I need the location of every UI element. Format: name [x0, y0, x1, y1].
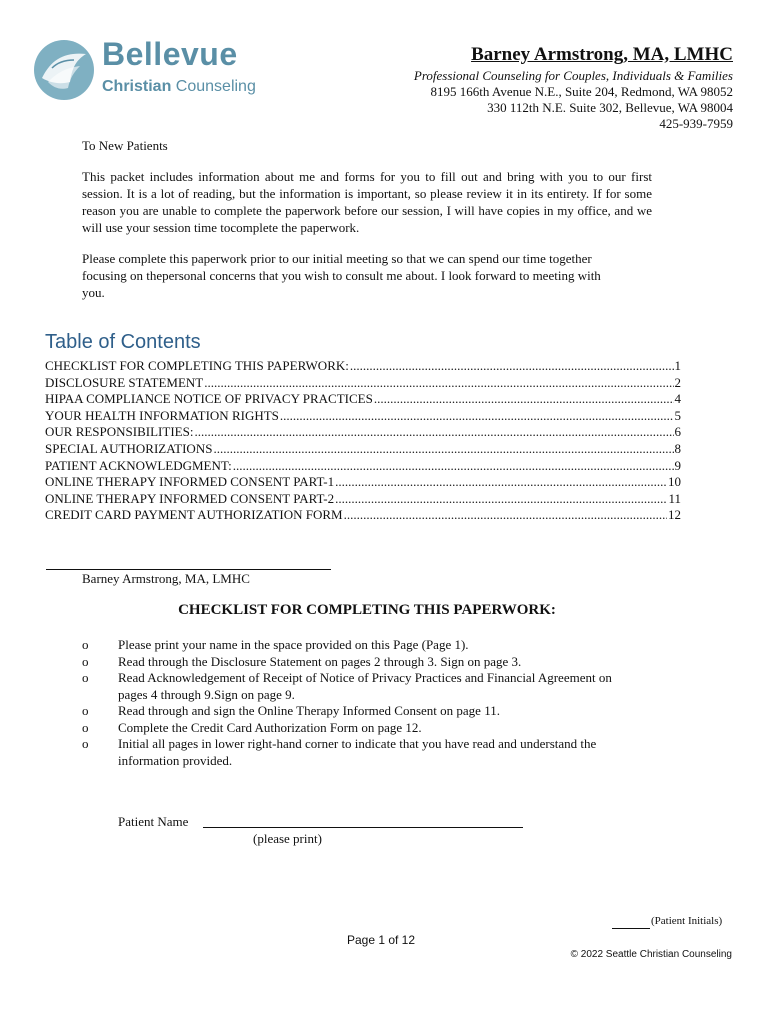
logo-word-christian: Christian [102, 78, 172, 95]
logo-word-bellevue: Bellevue [102, 36, 238, 72]
patient-name-field[interactable] [203, 827, 523, 828]
copyright: © 2022 Seattle Christian Counseling [570, 949, 732, 960]
greeting: To New Patients [82, 138, 168, 153]
toc-entry-acknowledgment[interactable] [45, 458, 681, 475]
phone-number: 425-939-7959 [659, 116, 733, 131]
toc-dot-leader [374, 391, 674, 408]
toc-entry-page: 9 [674, 457, 681, 473]
intro-paragraph: This packet includes information about me and forms for you to fill out and bring with you to our first session. It is a lot of reading, but the information is important, so please review it in its entirety. If for some reason you are unable to complete the paperwork before our session, I will have copies in my office, and we will use your session time tocomplete the paperwork. [82, 169, 652, 235]
address-bellevue: 330 112th N.E. Suite 302, Bellevue, WA 98004 [487, 100, 733, 115]
toc-entry-online-consent-2[interactable] [45, 491, 681, 508]
second-paragraph: Please complete this paperwork prior to our initial meeting so that we can spend our time together focusing on thepersonal concerns that you wish to consult me about. I look forward to meeting with you. [82, 251, 601, 300]
toc-dot-leader [335, 474, 667, 491]
checklist-item-text: Complete the Credit Card Authorization Form on page 12. [118, 719, 422, 735]
toc-entry-page: 5 [674, 407, 681, 423]
toc-dot-leader [350, 358, 674, 375]
toc-entry-online-consent-1[interactable] [45, 474, 681, 491]
logo-word-counseling: Counseling [171, 78, 256, 95]
toc-entry-responsibilities[interactable] [45, 424, 681, 441]
toc-entry-credit-card[interactable] [45, 507, 681, 524]
toc-dot-leader [213, 441, 673, 458]
table-of-contents [45, 358, 681, 524]
checklist-bullet: o [82, 736, 89, 751]
checklist-item [82, 637, 642, 654]
toc-entry-label: OUR RESPONSIBILITIES: [45, 424, 194, 440]
toc-entry-page: 12 [668, 507, 681, 523]
dove-logo-icon [32, 38, 96, 102]
toc-dot-leader [280, 408, 674, 425]
checklist [82, 637, 642, 769]
please-print-hint: (please print) [253, 831, 322, 846]
checklist-bullet: o [82, 637, 89, 652]
toc-entry-label: CHECKLIST FOR COMPLETING THIS PAPERWORK: [45, 358, 349, 373]
checklist-item [82, 703, 642, 720]
checklist-bullet: o [82, 670, 89, 685]
toc-entry-checklist[interactable] [45, 358, 681, 375]
patient-initials-label: (Patient Initials) [651, 915, 723, 927]
checklist-item-text: Read through and sign the Online Therapy Informed Consent on page 11. [118, 703, 500, 718]
toc-dot-leader [344, 507, 667, 524]
toc-entry-label: ONLINE THERAPY INFORMED CONSENT PART-2 [45, 490, 335, 506]
toc-entry-page: 6 [674, 424, 681, 440]
patient-initials-field[interactable] [612, 928, 650, 929]
checklist-item [82, 720, 642, 737]
checklist-bullet: o [82, 703, 89, 718]
toc-entry-label: CREDIT CARD PAYMENT AUTHORIZATION FORM [45, 507, 343, 523]
toc-entry-page: 2 [674, 374, 681, 390]
toc-entry-label: SPECIAL AUTHORIZATIONS [45, 440, 213, 456]
toc-dot-leader [204, 375, 673, 392]
checklist-item [82, 670, 642, 703]
toc-entry-label: YOUR HEALTH INFORMATION RIGHTS [45, 407, 279, 423]
address-redmond: 8195 166th Avenue N.E., Suite 204, Redmond, WA 98052 [430, 84, 733, 99]
toc-entry-label: HIPAA COMPLIANCE NOTICE OF PRIVACY PRACTICES [45, 391, 373, 407]
checklist-item-text: Initial all pages in lower right-hand corner to indicate that you have read and understand the information provided. [118, 736, 597, 768]
toc-entry-label: ONLINE THERAPY INFORMED CONSENT PART-1 [45, 474, 335, 490]
checklist-item-text: Read Acknowledgement of Receipt of Notice of Privacy Practices and Financial Agreement on pages 4 through 9.Sign on page 9. [118, 670, 612, 702]
practice-tagline: Professional Counseling for Couples, Individuals & Families [413, 68, 733, 83]
patient-name-label: Patient Name [118, 814, 189, 829]
toc-title: Table of Contents [45, 331, 201, 353]
checklist-item-text: Read through the Disclosure Statement on pages 2 through 3. Sign on page 3. [118, 653, 522, 669]
toc-entry-label: PATIENT ACKNOWLEDGMENT: [45, 457, 232, 473]
checklist-item-text: Please print your name in the space provided on this Page (Page 1). [118, 637, 469, 652]
toc-dot-leader [194, 424, 673, 441]
counselor-name: Barney Armstrong, MA, LMHC [471, 44, 733, 65]
toc-entry-disclosure[interactable] [45, 375, 681, 392]
toc-entry-page: 4 [674, 391, 681, 407]
toc-entry-authorizations[interactable] [45, 441, 681, 458]
logo-word-christian-counseling [102, 78, 256, 96]
toc-dot-leader [233, 458, 674, 475]
checklist-bullet: o [82, 719, 89, 735]
page-number: Page 1 of 12 [346, 933, 416, 947]
checklist-item [82, 654, 642, 671]
toc-entry-label: DISCLOSURE STATEMENT [45, 374, 204, 390]
company-logo [32, 36, 282, 106]
counselor-signature-line [46, 569, 331, 570]
counselor-signature-name: Barney Armstrong, MA, LMHC [82, 571, 250, 586]
toc-entry-hipaa[interactable] [45, 391, 681, 408]
checklist-heading: CHECKLIST FOR COMPLETING THIS PAPERWORK: [178, 602, 556, 618]
toc-entry-page: 1 [674, 358, 681, 373]
toc-entry-page: 11 [668, 490, 681, 506]
checklist-item [82, 736, 642, 769]
checklist-bullet: o [82, 653, 89, 669]
toc-entry-rights[interactable] [45, 408, 681, 425]
toc-entry-page: 10 [668, 474, 681, 490]
toc-dot-leader [335, 491, 667, 508]
toc-entry-page: 8 [674, 440, 681, 456]
